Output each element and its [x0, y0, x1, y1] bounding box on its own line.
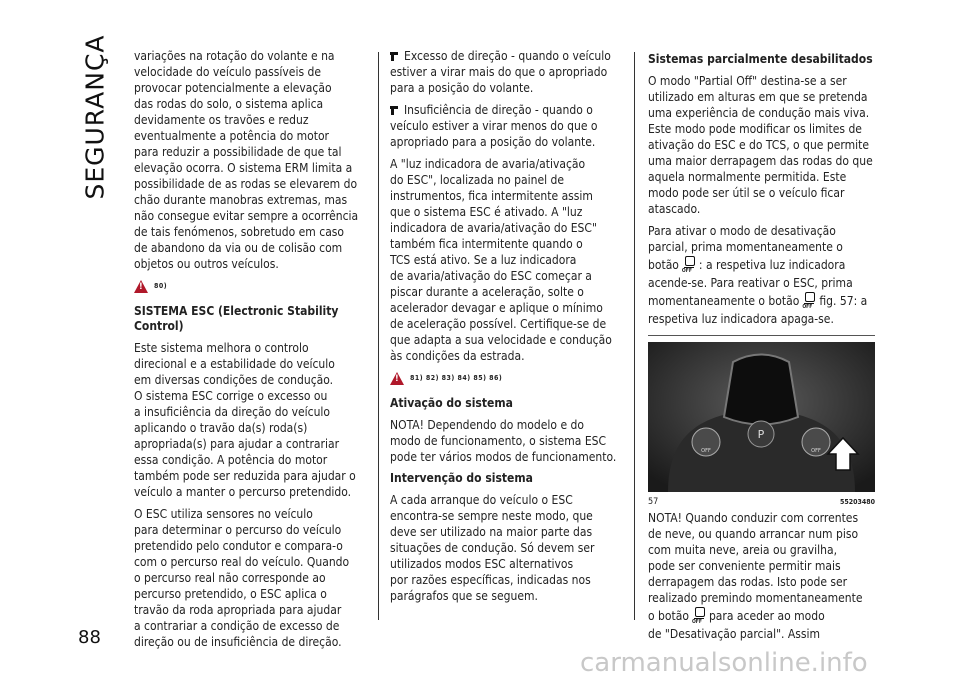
esc-off-icon	[682, 255, 696, 275]
bullet-text: Insuficiência de direção - quando o veículo estiver a virar menos do que o apropriado para a posição do volante.	[390, 103, 598, 149]
svg-text:OFF: OFF	[701, 448, 711, 454]
section-heading: Sistemas parcialmente desabilitados	[648, 52, 873, 66]
section-heading: Ativação do sistema	[390, 396, 513, 410]
paragraph: A cada arranque do veículo o ESC encontra-se sempre neste modo, que deve ser utilizado na maior parte das situações de condução. Só devem ser utilizados modos ESC alternativos por razões específicas, indicadas nos parágrafos que se seguem.	[390, 493, 595, 603]
paragraph: A "luz indicadora de avaria/ativação do ESC", localizada no painel de instrumentos, fica intermitente assim que o sistema ESC é ativado. A "luz indicadora de avaria/ativação do ESC" também fica intermitente quando o TCS está ativo. Se a luz indicadora de avaria/ativação do ESC começar a piscar durante a aceleração, solte o acelerador devagar e aplique o mínimo de aceleração possível. Certifique-se de que adapta a sua velocidade e condução às condições da estrada.	[390, 157, 612, 363]
paragraph: NOTA! Dependendo do modelo e do modo de funcionamento, o sistema ESC pode ter vários modos de funcionamento.	[390, 418, 617, 464]
column-divider	[378, 52, 379, 620]
bullet-item	[390, 48, 622, 96]
off-label: OFF	[802, 304, 813, 310]
paragraph	[648, 510, 880, 642]
off-label: OFF	[691, 619, 702, 625]
bullet-text: Excesso de direção - quando o veículo estiver a virar mais do que o apropriado para a posição do volante.	[390, 49, 611, 95]
figure-caption	[648, 494, 875, 510]
warning-reference	[390, 370, 622, 386]
esc-off-icon	[802, 291, 816, 311]
section-title-text: SEGURANÇA	[80, 34, 110, 200]
off-label: OFF	[681, 268, 692, 274]
warning-refs: 80)	[154, 282, 168, 290]
console-photo	[648, 342, 875, 492]
column-3	[648, 48, 880, 648]
paragraph: O ESC utiliza sensores no veículo para determinar o percurso do veículo pretendido pelo condutor e compara-o com o percurso real do veículo. Quando o percurso real não corresponde ao percurso pretendido, o ESC aplica o travão da roda apropriada para ajudar a contrariar a condição de excesso de direção ou de insuficiência de direção.	[134, 507, 350, 649]
svg-text:P: P	[757, 428, 765, 441]
warning-reference	[134, 278, 366, 294]
text-run: fig. 57: a respetiva luz indicadora apaga-se.	[648, 294, 868, 326]
text-run: Para ativar o modo de desativação parcial, prima momentaneamente o botão	[648, 224, 843, 272]
paragraph: O modo "Partial Off" destina-se a ser utilizado em alturas em que se pretenda uma experiência de condução mais viva. Este modo pode modificar os limites de ativação do ESC e do TCS, o que permite uma maior derrapagem das rodas do que aquela normalmente permitida. Este modo pode ser útil se o veículo ficar atascado.	[648, 74, 873, 216]
text-run: para aceder ao modo de "Desativação parcial". Assim	[648, 609, 825, 641]
figure-code: 55203480	[839, 498, 875, 506]
paragraph: variações na rotação do volante e na velocidade do veículo passíveis de provocar potencialmente a elevação das rodas do solo, o sistema aplica devidamente os travões e reduz eventualmente a potência do motor para reduzir a possibilidade de que tal elevação ocorra. O sistema ERM limita a possibilidade de as rodas se elevarem do chão durante manobras extremas, mas não consegue evitar sempre a ocorrência de tais fenómenos, sobretudo em caso de abandono da via ou de colisão com objetos ou outros veículos.	[134, 49, 359, 271]
warning-refs: 81) 82) 83) 84) 85) 86)	[410, 374, 503, 382]
text-run: NOTA! Quando conduzir com correntes de neve, ou quando arrancar num piso com muita neve, areia ou gravilha, pode ser conveniente permitir mais derrapagem das rodas. Isto pode ser realizado premindo momentaneamente o botão	[648, 511, 863, 623]
paragraph	[648, 223, 880, 327]
column-2	[390, 48, 622, 610]
page-number: 88	[78, 627, 101, 648]
section-title	[72, 34, 118, 200]
svg-text:OFF: OFF	[811, 448, 821, 454]
bullet-item	[390, 102, 622, 150]
watermark: carmanualsonline.info	[580, 648, 868, 678]
text-run: : a respetiva luz indicadora acende-se. Para reativar o ESC, prima momentaneamente o botão	[648, 258, 853, 308]
section-heading: Intervenção do sistema	[390, 471, 533, 485]
bullet-icon	[390, 106, 398, 115]
column-1	[134, 48, 366, 656]
esc-off-icon	[692, 606, 706, 626]
figure-number: 57	[648, 497, 659, 507]
paragraph: Este sistema melhora o controlo direcional e a estabilidade do veículo em diversas condições de condução. O sistema ESC corrige o excesso ou a insuficiência da direção do veículo aplicando o travão da(s) roda(s) apropriada(s) para ajudar a contrariar essa condição. A potência do motor também pode ser reduzida para ajudar o veículo a manter o percurso pretendido.	[134, 341, 356, 499]
warning-icon	[134, 280, 148, 293]
section-heading: SISTEMA ESC (Electronic Stability Control)	[134, 304, 339, 333]
warning-icon	[390, 372, 404, 385]
bullet-icon	[390, 52, 398, 61]
figure-57	[648, 335, 875, 506]
column-divider	[634, 52, 635, 620]
